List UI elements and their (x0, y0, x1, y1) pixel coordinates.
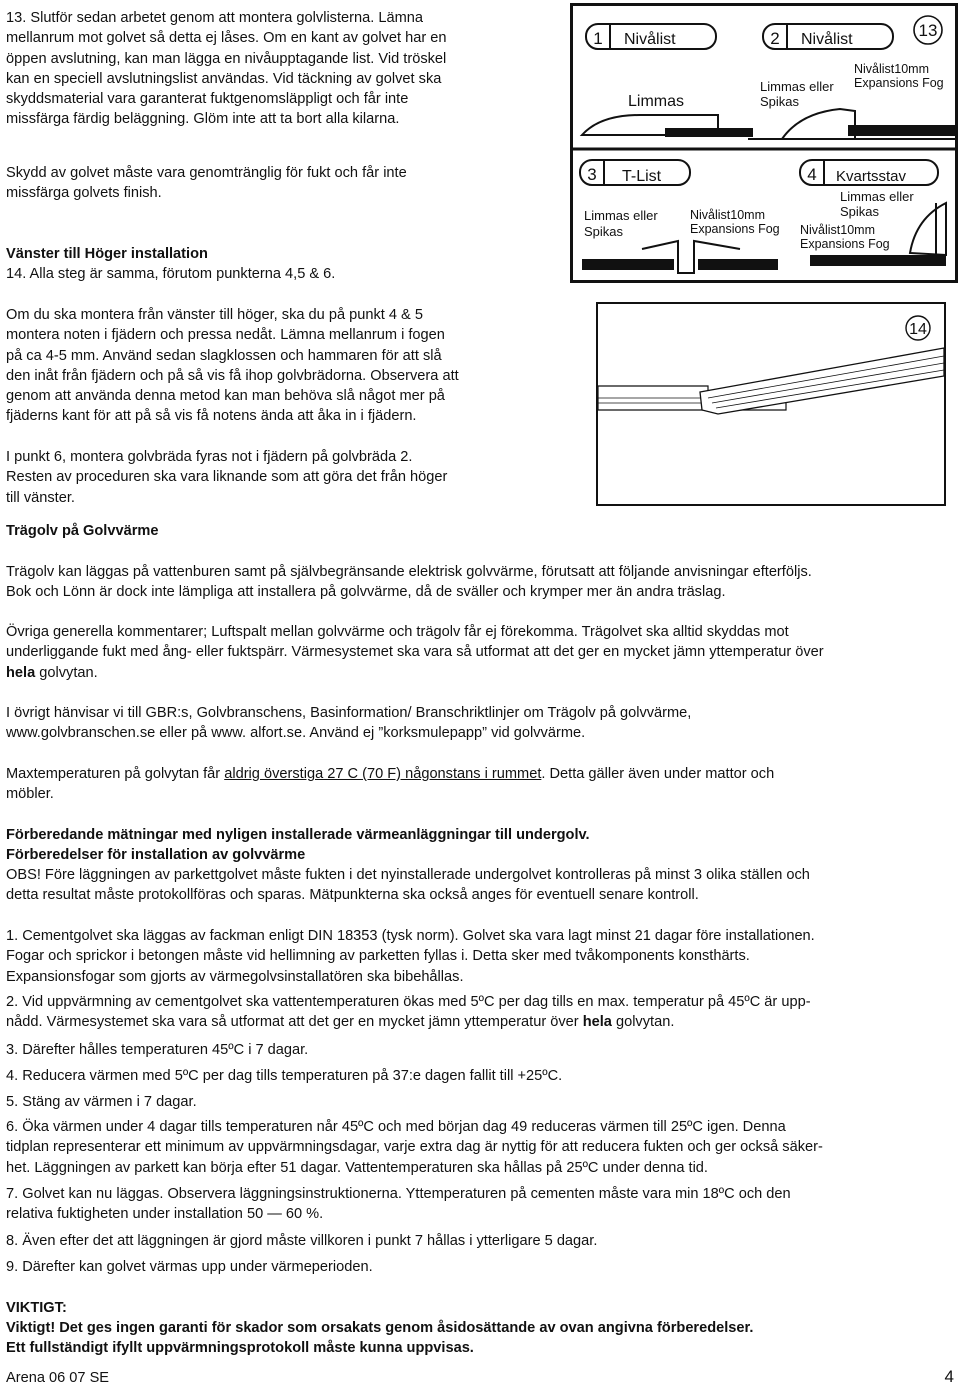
panel-3-label-4: Expansions Fog (690, 222, 780, 236)
panel-4-label-3: Nivålist10mm (800, 223, 876, 237)
step-13-text: 13. Slutför sedan arbetet genom att montera golvlisterna. Lämna mellanrum mot golvet så detta ej låses. Om en kant av golvet har en öppen avslutning, kan man lägga en nivåupptagande list. Vid tröskel kan en speciell avslutningslist användas. Vid täckning av golvet ska skyddsmaterial vara garanterat fuktgenomsläppligt och får inte missfärga färdig beläggning. Glöm inte att ta bort alla kilarna. (6, 10, 447, 128)
list-item-4: 4. Reducera värmen med 5ºC per dag tills temperaturen på 37:e dagen fallit till +25ºC. (6, 1068, 563, 1084)
heating-paragraph-2 (6, 622, 956, 683)
list-item-6: 6. Öka värmen under 4 dagar tills temperaturen når 45ºC och med början dag 49 reduceras värmen till 25ºC igen. Denna tidplan representerar ett minimum av uppvärmningsdagar, varje extra dag är nyttig för att reducera fukten och ger också säker- het. Läggningen av parkett kan börja efter 51 dagar. Vattentemperaturen ska hållas på 25ºC under denna tid. (6, 1119, 823, 1176)
panel-2-label-3: Nivålist10mm (854, 62, 930, 76)
panel-1-number: 1 (593, 29, 603, 48)
item-2-text-a: 2. Vid uppvärmning av cementgolvet ska vattentemperaturen ökas med 5ºC per dag tills en max. temperatur på 45ºC är upp- nådd. Värmesystemet ska vara så utformat att det ger en mycket jämn yttemperatur över (6, 994, 811, 1031)
panel-4-title: Kvartsstav (836, 168, 907, 185)
item-2-bold: hela (582, 1014, 612, 1031)
figure-13-badge: 13 (918, 21, 938, 40)
panel-3-label-3: Nivålist10mm (690, 208, 766, 222)
panel-2-title: Nivålist (801, 31, 853, 48)
figure-14-badge: 14 (909, 321, 927, 338)
figure-13-moldings (570, 3, 958, 283)
panel-4-label-4: Expansions Fog (800, 237, 890, 251)
list-item-3: 3. Därefter hålles temperaturen 45ºC i 7 dagar. (6, 1042, 309, 1058)
panel-1-title: Nivålist (624, 31, 676, 48)
panel-4-label-1: Limmas eller (840, 189, 914, 204)
important-text: Viktigt! Det ges ingen garanti för skador som orsakats genom åsidosättande av ovan angivna förberedelser. Ett fullständigt ifyllt uppvärmningsprotokoll måste kunna uppvisas. (6, 1320, 754, 1357)
heating-p2-bold: hela (6, 664, 36, 681)
panel-4-number: 4 (807, 165, 817, 184)
heating-p4-text-a: Maxtemperaturen på golvytan får (6, 766, 225, 782)
heating-p2-text-a: Övriga generella kommentarer; Luftspalt mellan golvvärme och trägolv får ej förekomma. Trägolvet ska alltid skyddas mot underliggande fukt med ång- eller fuktspärr. Värmesystemet ska vara så utformat att det ger en mycket jämn yttemperatur över (6, 624, 824, 661)
important-heading: VIKTIGT: (6, 1300, 67, 1316)
list-item-9: 9. Därefter kan golvet värmas upp under värmeperioden. (6, 1259, 373, 1275)
prep-heading-2: Förberedelser för installation av golvvärme (6, 847, 306, 863)
ltr-heading: Vänster till Höger installation (6, 246, 208, 262)
list-item-7: 7. Golvet kan nu läggas. Observera läggningsinstruktionerna. Yttemperaturen på cementen måste vara min 18ºC och den relativa fuktigheten under installation 50 — 60 %. (6, 1186, 791, 1223)
heating-heading: Trägolv på Golvvärme (6, 523, 159, 539)
panel-4-label-2: Spikas (840, 204, 880, 219)
panel-1-label: Limmas (628, 93, 685, 110)
step-14-text: 14. Alla steg är samma, förutom punkterna 4,5 & 6. (6, 266, 336, 282)
figure-14-click-joint (596, 302, 946, 506)
panel-3-number: 3 (587, 165, 597, 184)
heating-paragraph-1: Trägolv kan läggas på vattenburen samt på självbegränsande elektrisk golvvärme, förutsatt att följande anvisningar efterföljs. Bok och Lönn är dock inte lämpliga att installera på golvvärme, då de sväller och krymper mer än andra träslag. (6, 564, 812, 601)
heating-paragraph-4 (6, 764, 956, 805)
heating-p4-text-b: . Detta gäller även under mattor och möbler. (6, 766, 775, 803)
item-2-text-b: golvytan. (611, 1014, 675, 1031)
list-item-2 (6, 992, 956, 1033)
panel-2-label-1: Limmas eller (760, 79, 834, 94)
heating-paragraph-3: I övrigt hänvisar vi till GBR:s, Golvbranschens, Basinformation/ Branschriktlinjer om Trägolv på golvvärme, www.golvbranschen.se eller på www. alfort.se. Använd ej ”korksmulepapp” vid golvvärme. (6, 705, 692, 742)
prep-heading-1: Förberedande mätningar med nyligen installerade värmeanläggningar till undergolv. (6, 827, 590, 843)
list-item-1: 1. Cementgolvet ska läggas av fackman enligt DIN 18353 (tysk norm). Golvet ska vara lagt minst 21 dagar före installationen. Fogar och sprickor i betongen måste vid hellimning av parketten fyllas i. Detta sker med tvåkomponents konsthärts. Expansionsfogar som gjorts av värmegolvsinstallatören ska bibehållas. (6, 928, 815, 985)
prep-obs: OBS! Före läggningen av parkettgolvet måste fukten i det nyinstallerade undergolvet kontrolleras på minst 3 olika ställen och detta resultat måste protokollföras och sparas. Mätpunkterna ska också anges för eventuell senare kontroll. (6, 867, 810, 904)
ltr-paragraph: Om du ska montera från vänster till höger, ska du på punkt 4 & 5 montera noten i fjädern och pressa nedåt. Lämna mellanrum i fogen på ca 4-5 mm. Använd sedan slagklossen och hammaren för att slå den inåt från fjädern och på så vis få ihop golvbrädorna. Observera att genom att använda denna metod kan man behöva slå något mer på fjäderns kant för att på så vis få notens ända att åka in i fjädern. (6, 307, 459, 425)
max-temperature-warning: aldrig överstiga 27 C (70 F) någonstans i rummet (224, 766, 542, 782)
list-item-5: 5. Stäng av värmen i 7 dagar. (6, 1094, 197, 1110)
heating-p2-text-b: golvytan. (35, 664, 98, 681)
panel-3-title: T-List (622, 168, 662, 185)
panel-2-label-4: Expansions Fog (854, 76, 944, 90)
footer-page-number: 4 (944, 1367, 954, 1386)
protection-text: Skydd av golvet måste vara genomtränglig för fukt och får inte missfärga golvets finish. (6, 165, 407, 202)
panel-3-label-2: Spikas (584, 224, 624, 239)
list-item-8: 8. Även efter det att läggningen är gjord måste villkoren i punkt 7 hållas i ytterligare 5 dagar. (6, 1233, 598, 1249)
point-6-text: I punkt 6, montera golvbräda fyras not i fjädern på golvbräda 2. Resten av proceduren ska vara liknande som att göra det från höger till vänster. (6, 449, 448, 506)
panel-2-number: 2 (770, 29, 780, 48)
footer-doc-code: Arena 06 07 SE (6, 1370, 110, 1386)
panel-3-label-1: Limmas eller (584, 208, 658, 223)
panel-2-label-2: Spikas (760, 94, 800, 109)
